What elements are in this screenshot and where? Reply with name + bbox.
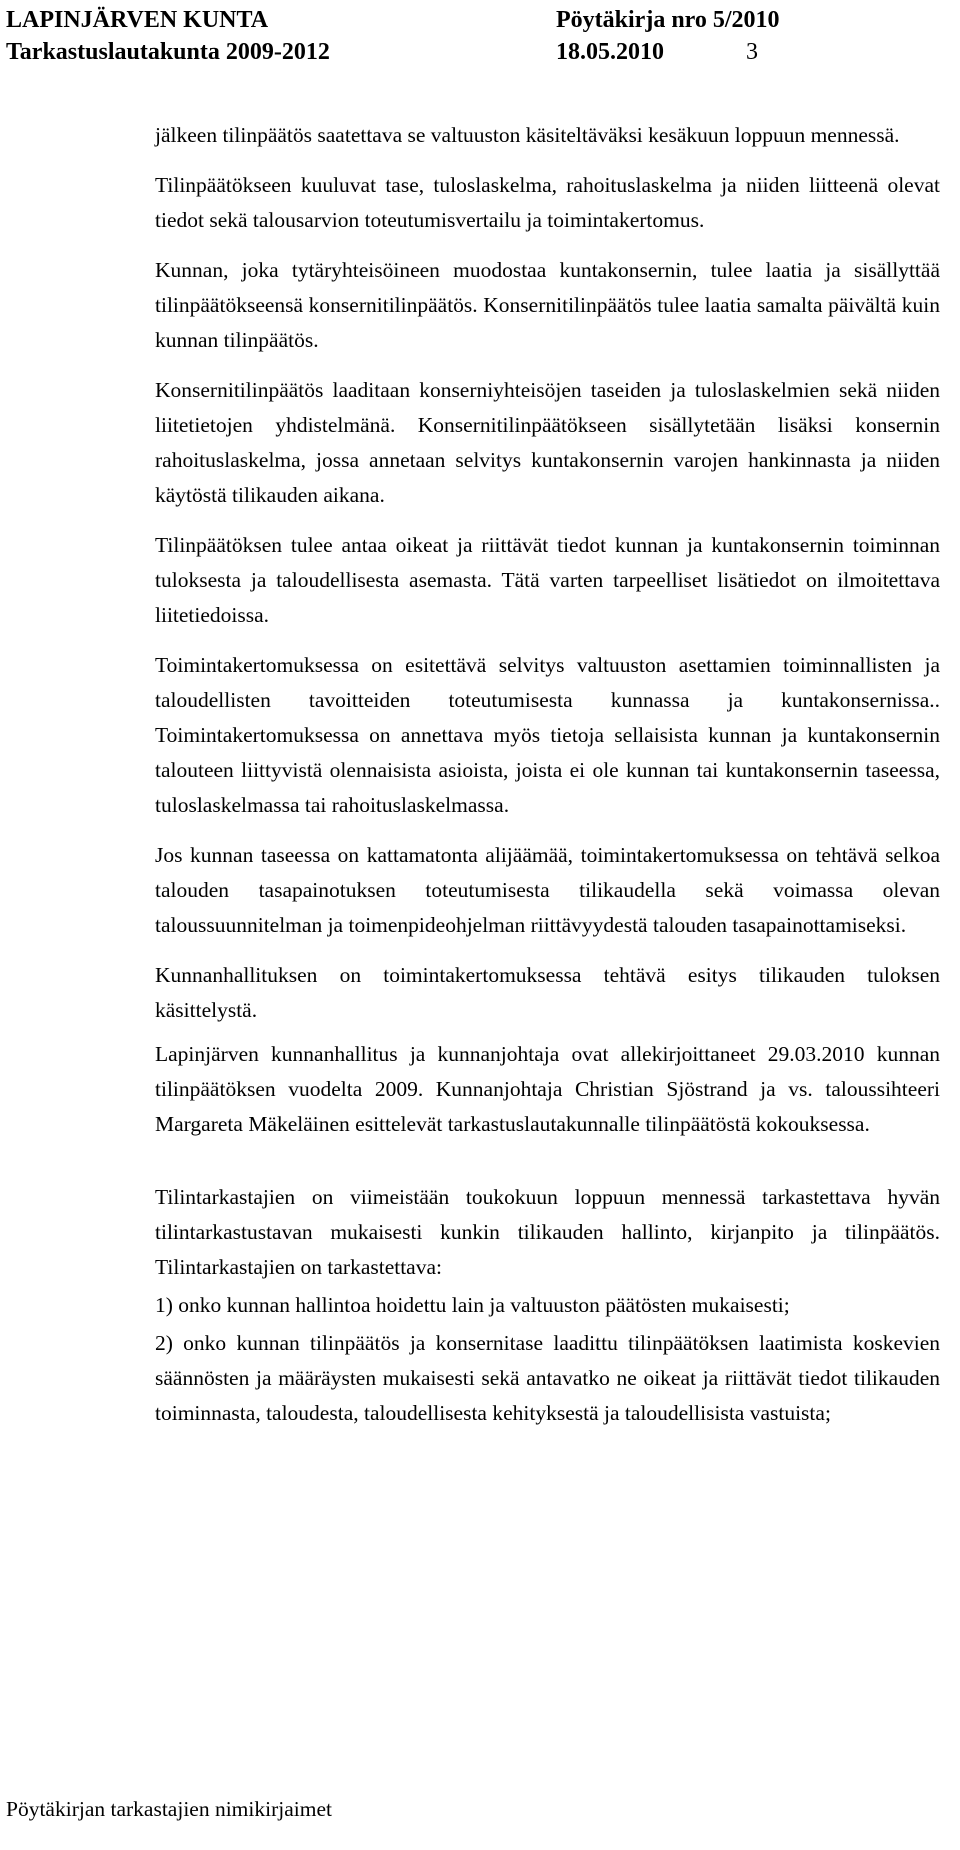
paragraph-8: Kunnanhallituksen on toimintakertomuksessa tehtävä esitys tilikauden tuloksen käsittelystä. (155, 963, 940, 1022)
page-footer (6, 1793, 332, 1825)
page-number: 3 (746, 39, 758, 65)
document-body (155, 118, 940, 1434)
list-item-1: 1) onko kunnan hallintoa hoidettu lain ja valtuuston päätösten mukaisesti; (155, 1293, 790, 1317)
paragraph-9: Lapinjärven kunnanhallitus ja kunnanjohtaja ovat allekirjoittaneet 29.03.2010 kunnan tilinpäätöksen vuodelta 2009. Kunnanjohtaja Christian Sjöstrand ja vs. taloussihteeri Margareta Mäkeläinen esittelevät tarkastuslautakunnalle tilinpäätöstä kokouksessa. (155, 1042, 940, 1136)
document-date: 18.05.2010 (556, 39, 664, 65)
header-row-1 (6, 4, 826, 36)
paragraph-10: Tilintarkastajien on viimeistään toukokuun loppuun mennessä tarkastettava hyvän tilintarkastustavan mukaisesti kunkin tilikauden hallinto, kirjanpito ja tilinpäätös. Tilintarkastajien on tarkastettava: (155, 1185, 940, 1279)
board-name: Tarkastuslautakunta 2009-2012 (6, 39, 330, 65)
paragraph-3: Kunnan, joka tytäryhteisöineen muodostaa kuntakonsernin, tulee laatia ja sisällyttää tilinpäätökseensä konsernitilinpäätös. Konsernitilinpäätös tulee laatia samalta päivältä kuin kunnan tilinpäätös. (155, 258, 940, 352)
paragraph-4: Konsernitilinpäätös laaditaan konserniyhteisöjen taseiden ja tuloslaskelmien sekä niiden liitetietojen yhdistelmänä. Konsernitilinpäätökseen sisällytetään lisäksi konsernin rahoituslaskelma, jossa annetaan selvitys kuntakonsernin varojen hankinnasta ja niiden käytöstä tilikauden aikana. (155, 378, 940, 507)
paragraph-2: Tilinpäätökseen kuuluvat tase, tuloslaskelma, rahoituslaskelma ja niiden liitteenä olevat tiedot sekä talousarvion toteutumisvertailu ja toimintakertomus. (155, 173, 940, 232)
document-title: Pöytäkirja nro 5/2010 (556, 7, 780, 33)
paragraph-7: Jos kunnan taseessa on kattamatonta alijäämää, toimintakertomuksessa on tehtävä selkoa talouden tasapainotuksen toteutumisesta tilikaudella sekä voimassa olevan taloussuunnitelman ja toimenpideohjelman riittävyydestä talouden tasapainottamiseksi. (155, 843, 940, 937)
page-header (6, 4, 826, 68)
paragraph-5: Tilinpäätöksen tulee antaa oikeat ja riittävät tiedot kunnan ja kuntakonsernin toiminnan tuloksesta ja taloudellisesta asemasta. Tätä varten tarpeelliset lisätiedot on ilmoitettava liitetiedoissa. (155, 533, 940, 627)
organization-name: LAPINJÄRVEN KUNTA (6, 7, 269, 33)
footer-initials-label: Pöytäkirjan tarkastajien nimikirjaimet (6, 1797, 332, 1821)
header-row-2 (6, 36, 826, 68)
list-item-2: 2) onko kunnan tilinpäätös ja konsernitase laadittu tilinpäätöksen laatimista koskevien säännösten ja määräysten mukaisesti sekä antavatko ne oikeat ja riittävät tiedot tilikauden toiminnasta, taloudesta, taloudellisesta kehityksestä ja taloudellisista vastuista; (155, 1331, 940, 1425)
paragraph-6: Toimintakertomuksessa on esitettävä selvitys valtuuston asettamien toiminnallisten ja taloudellisten tavoitteiden toteutumisesta kunnassa ja kuntakonsernissa.. Toimintakertomuksessa on annettava myös tietoja sellaisista kunnan ja kuntakonsernin talouteen liittyvistä olennaisista asioista, joista ei ole kunnan tai kuntakonsernin taseessa, tuloslaskelmassa tai rahoituslaskelmassa. (155, 653, 940, 817)
paragraph-1: jälkeen tilinpäätös saatettava se valtuuston käsiteltäväksi kesäkuun loppuun mennessä. (155, 123, 900, 147)
